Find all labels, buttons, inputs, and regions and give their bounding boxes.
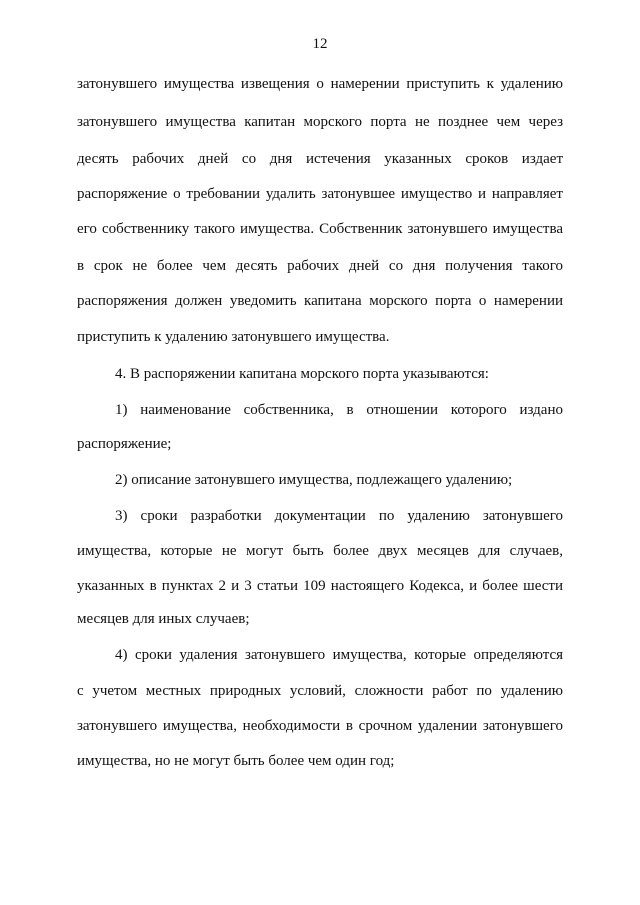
paragraph-6-line-4: имущества, но не могут быть более чем один год; xyxy=(77,753,395,769)
paragraph-5-line-1: 3) сроки разработки документации по удалению затонувшего xyxy=(115,508,563,524)
paragraph-5-line-4: месяцев для иных случаев; xyxy=(77,611,250,627)
paragraph-1-line-1: затонувшего имущества извещения о намерении приступить к удалению xyxy=(77,76,563,92)
paragraph-1-line-3: десять рабочих дней со дня истечения указанных сроков издает xyxy=(77,151,563,167)
page-number: 12 xyxy=(312,36,328,52)
paragraph-1-line-8: приступить к удалению затонувшего имущества. xyxy=(77,329,390,345)
paragraph-1-line-2: затонувшего имущества капитан морского порта не позднее чем через xyxy=(77,114,563,130)
paragraph-6-line-1: 4) сроки удаления затонувшего имущества, которые определяются xyxy=(115,647,563,663)
paragraph-3-line-1: 1) наименование собственника, в отношении которого издано xyxy=(115,402,563,418)
paragraph-1-line-7: распоряжения должен уведомить капитана морского порта о намерении xyxy=(77,293,563,309)
paragraph-1-line-5: его собственнику такого имущества. Собственник затонувшего имущества xyxy=(77,221,563,237)
paragraph-2-line-1: 4. В распоряжении капитана морского порта указываются: xyxy=(115,366,489,382)
paragraph-5-line-2: имущества, которые не могут быть более двух месяцев для случаев, xyxy=(77,543,563,559)
paragraph-6-line-3: затонувшего имущества, необходимости в срочном удалении затонувшего xyxy=(77,718,563,734)
paragraph-1-line-4: распоряжение о требовании удалить затонувшее имущество и направляет xyxy=(77,186,563,202)
paragraph-3-line-2: распоряжение; xyxy=(77,436,172,452)
paragraph-4-line-1: 2) описание затонувшего имущества, подлежащего удалению; xyxy=(115,472,513,488)
paragraph-5-line-3: указанных в пунктах 2 и 3 статьи 109 настоящего Кодекса, и более шести xyxy=(77,578,563,594)
paragraph-6-line-2: с учетом местных природных условий, сложности работ по удалению xyxy=(77,683,563,699)
paragraph-1-line-6: в срок не более чем десять рабочих дней со дня получения такого xyxy=(77,258,563,274)
